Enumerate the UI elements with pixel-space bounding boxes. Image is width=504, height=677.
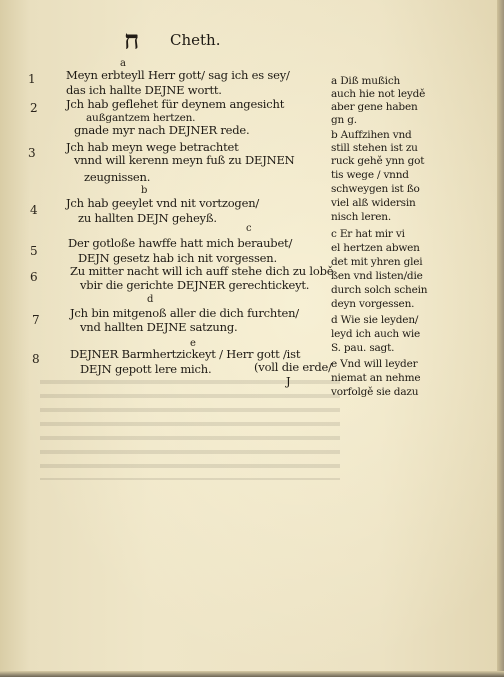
gloss-line: vorfolgě sie dazu <box>331 386 419 398</box>
page-edge-right <box>497 0 504 677</box>
gloss-line: still stehen ist zu <box>331 142 418 154</box>
verse-number: 2 <box>30 101 38 115</box>
gloss-line: c Er hat mir vi <box>331 228 405 240</box>
verse-line: Der gotloße hawffe hatt mich beraubet/ <box>68 236 293 250</box>
gloss-line: det mit yhren glei <box>331 256 423 268</box>
gloss-line: aber gene haben <box>331 101 418 113</box>
verse-number: 3 <box>28 146 36 160</box>
verse-line-carryover: (voll die erde/ <box>254 360 332 374</box>
gloss-line: ruck gehě ynn got <box>331 155 425 167</box>
verse-number: 1 <box>28 72 36 86</box>
gloss-line: b Auffzihen vnd <box>331 129 412 141</box>
verse-line: Zu mitter nacht will ich auff stehe dich zu lobě <box>70 264 334 278</box>
gloss-line: schweygen ist ßo <box>331 183 420 195</box>
gloss-line: tis wege / vnnd <box>331 169 409 181</box>
verse-number: 5 <box>30 244 38 258</box>
gloss-mark-c: c <box>246 223 252 234</box>
gloss-line: S. pau. sagt. <box>331 342 395 354</box>
gloss-line: e Vnd will leyder <box>331 358 418 370</box>
verse-number: 6 <box>30 270 38 284</box>
verse-line: gnade myr nach DEJNER rede. <box>74 123 250 137</box>
verse-number: 7 <box>32 313 40 327</box>
gloss-line: d Wie sie leyden/ <box>331 314 419 326</box>
hebrew-letter: ח <box>124 26 139 56</box>
gloss-line: deyn vorgessen. <box>331 298 415 310</box>
verse-line: zeugnissen. <box>84 170 151 184</box>
verse-line: Jch hab geeylet vnd nit vortzogen/ <box>66 196 260 210</box>
gloss-mark-e: e <box>190 338 196 349</box>
gloss-mark-d: d <box>147 294 154 305</box>
gloss-line: leyd ich auch wie <box>331 328 421 340</box>
verse-line: Jch hab geflehet für deynem angesicht <box>66 97 285 111</box>
gloss-mark-a: a <box>120 58 126 69</box>
verse-line: Meyn erbteyll Herr gott/ sag ich es sey/ <box>66 68 290 82</box>
verse-number: 4 <box>30 203 38 217</box>
verse-line: zu hallten DEJN geheyß. <box>78 211 217 225</box>
verse-line: DEJN gesetz hab ich nit vorgessen. <box>78 251 277 265</box>
verse-line: DEJNER Barmhertzickeyt / Herr gott /ist <box>70 347 301 361</box>
verse-line: Jch hab meyn wege betrachtet <box>66 140 239 154</box>
gloss-mark-b: b <box>141 185 148 196</box>
gloss-line: niemat an nehme <box>331 372 421 384</box>
gloss-line: durch solch schein <box>331 284 428 296</box>
verse-line: vnnd will kerenn meyn fuß zu DEJNEN <box>74 153 295 167</box>
bleed-through-text <box>40 380 340 480</box>
chapter-title: Cheth. <box>170 31 221 49</box>
gloss-line: auch hie not leydě <box>331 88 426 100</box>
verse-line: vnd hallten DEJNE satzung. <box>80 320 238 334</box>
verse-line: das ich hallte DEJNE wortt. <box>66 83 222 97</box>
verse-line: vbir die gerichte DEJNER gerechtickeyt. <box>80 278 310 292</box>
gloss-line: ßen vnd listen/die <box>331 270 423 282</box>
page-edge-bottom <box>0 671 504 677</box>
gloss-line: el hertzen abwen <box>331 242 420 254</box>
verse-line: Jch bin mitgenoß aller die dich furchten/ <box>70 306 299 320</box>
gloss-line: gn g. <box>331 114 357 126</box>
gloss-line: nisch leren. <box>331 211 391 223</box>
gloss-line: viel alß widersin <box>331 197 416 209</box>
gloss-line: a Diß mußich <box>331 75 401 87</box>
verse-number: 8 <box>32 352 40 366</box>
verse-line: außgantzem hertzen. <box>86 112 196 124</box>
verse-line: DEJN gepott lere mich. <box>80 362 212 376</box>
catchword: J <box>286 374 291 388</box>
